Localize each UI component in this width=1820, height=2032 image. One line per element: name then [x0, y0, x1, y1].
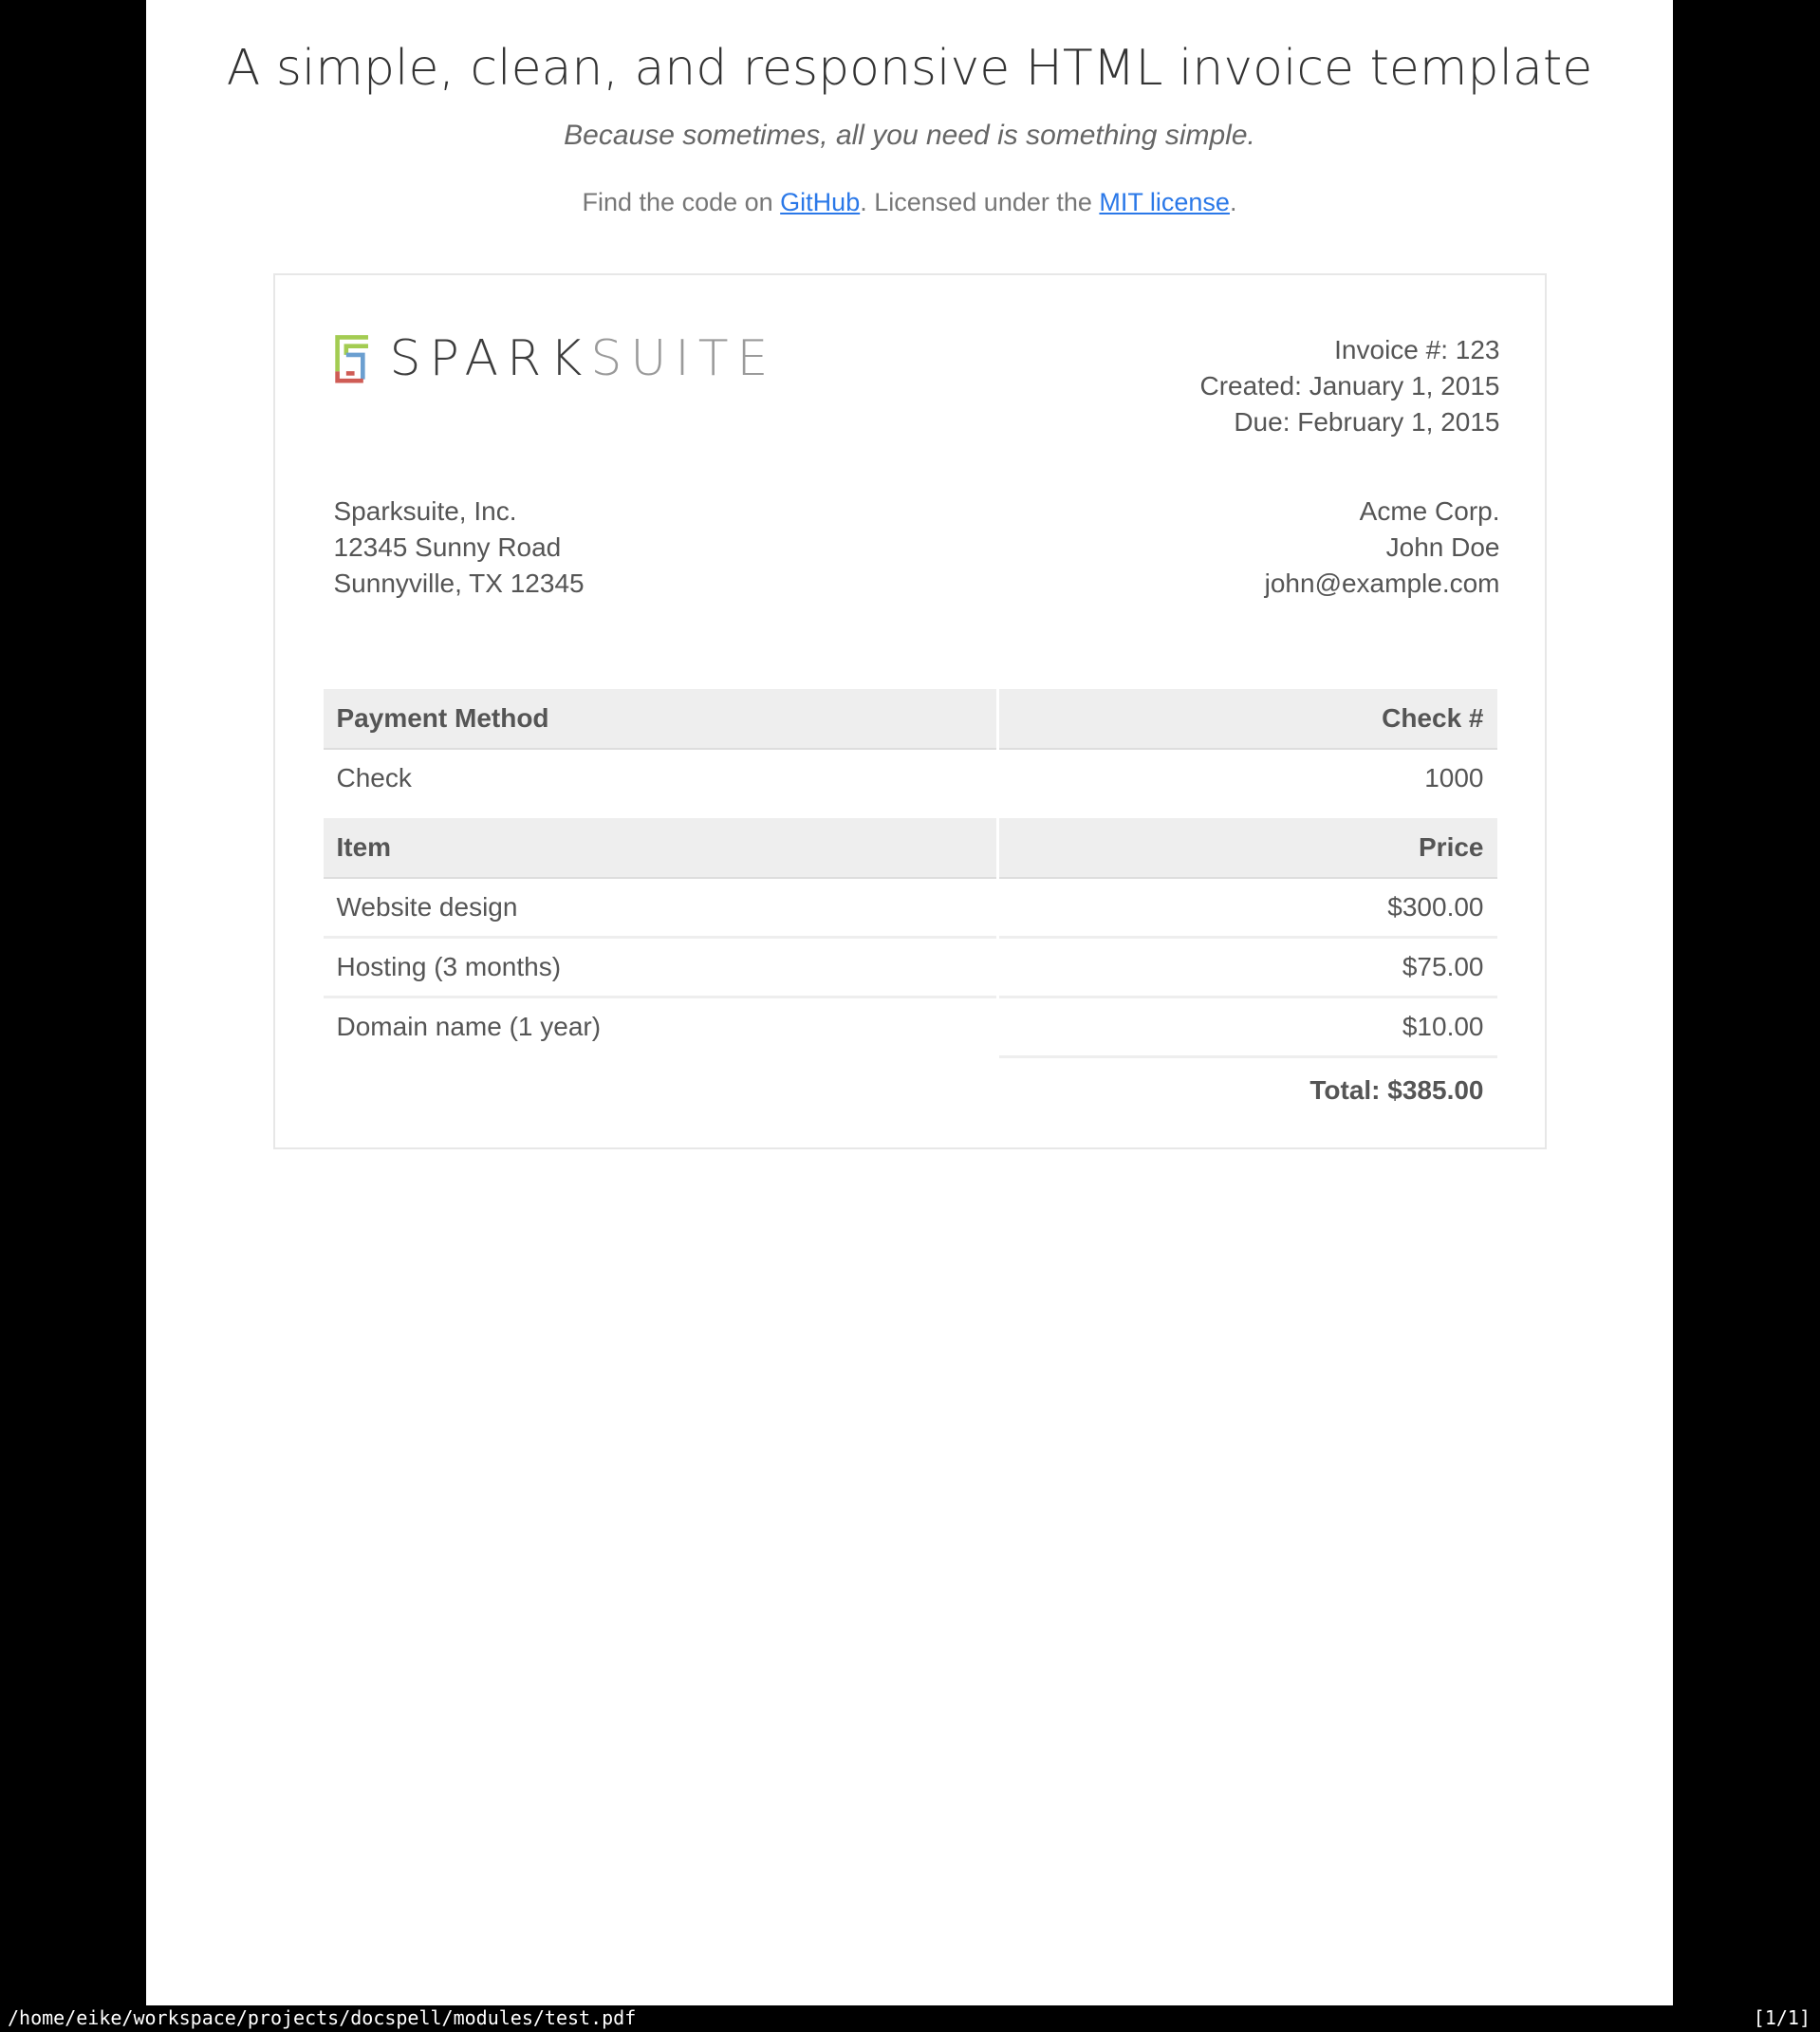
invoice-box — [273, 273, 1547, 1149]
invoice-header — [321, 332, 1500, 440]
payment-table-header-row — [324, 689, 1497, 750]
table-row — [324, 939, 1497, 998]
check-number-header: Check # — [999, 689, 1496, 750]
price-header: Price — [999, 818, 1496, 879]
mit-license-link[interactable]: MIT license — [1099, 188, 1230, 216]
sender-address-line-1: Sparksuite, Inc. — [333, 496, 517, 526]
item-price: $75.00 — [999, 939, 1496, 998]
invoice-total: Total: $385.00 — [999, 1055, 1496, 1119]
item-price: $10.00 — [1402, 1012, 1484, 1041]
sender-address-line-3: Sunnyville, TX 12345 — [333, 569, 585, 598]
page-title: A simple, clean, and responsive HTML invoice template — [226, 40, 1593, 97]
invoice-due-date: Due: February 1, 2015 — [1234, 407, 1500, 437]
statusbar-page-indicator: [1/1] — [1753, 2006, 1811, 2029]
invoice-number: Invoice #: 123 — [1334, 335, 1500, 364]
payment-table-row — [324, 750, 1497, 818]
items-table — [321, 818, 1500, 1119]
invoice-created-date: Created: January 1, 2015 — [1199, 371, 1500, 401]
table-row — [324, 998, 1497, 1055]
logo-wordmark — [390, 332, 777, 385]
item-price: $300.00 — [999, 879, 1496, 939]
sender-address-line-2: 12345 Sunny Road — [333, 532, 562, 562]
item-header: Item — [324, 818, 997, 879]
statusbar — [0, 2005, 1820, 2032]
code-line-middle: . Licensed under the — [860, 188, 1100, 216]
recipient-address — [1265, 494, 1500, 602]
sender-address — [321, 494, 585, 602]
sparksuite-logo — [321, 332, 777, 385]
recipient-address-line-2: John Doe — [1385, 532, 1500, 562]
payment-method-table — [321, 689, 1500, 818]
pdf-page — [146, 0, 1673, 2005]
statusbar-file-path: /home/eike/workspace/projects/docspell/modules/test.pdf — [8, 2006, 637, 2029]
payment-method-header: Payment Method — [324, 689, 997, 750]
items-table-header-row — [324, 818, 1497, 879]
invoice-addresses — [321, 494, 1500, 602]
item-name: Hosting (3 months) — [324, 939, 997, 998]
code-link-line — [146, 186, 1673, 218]
code-line-prefix: Find the code on — [582, 188, 781, 216]
page-subtitle: Because sometimes, all you need is something simple. — [564, 120, 1255, 151]
total-row — [324, 1055, 1497, 1119]
invoice-meta — [1200, 332, 1500, 440]
logo-text-spark: SPARK — [389, 330, 591, 387]
github-link[interactable]: GitHub — [780, 188, 861, 216]
item-name: Domain name (1 year) — [336, 1012, 602, 1041]
logo-text-suite: SUITE — [590, 330, 777, 387]
check-number-value: 1000 — [1424, 763, 1484, 792]
sparksuite-logo-icon — [334, 334, 369, 383]
item-name: Website design — [324, 879, 997, 939]
code-line-suffix: . — [1229, 188, 1237, 216]
table-row — [324, 879, 1497, 939]
recipient-address-line-3: john@example.com — [1264, 569, 1500, 598]
recipient-address-line-1: Acme Corp. — [1359, 496, 1500, 526]
payment-method-value: Check — [336, 763, 412, 792]
